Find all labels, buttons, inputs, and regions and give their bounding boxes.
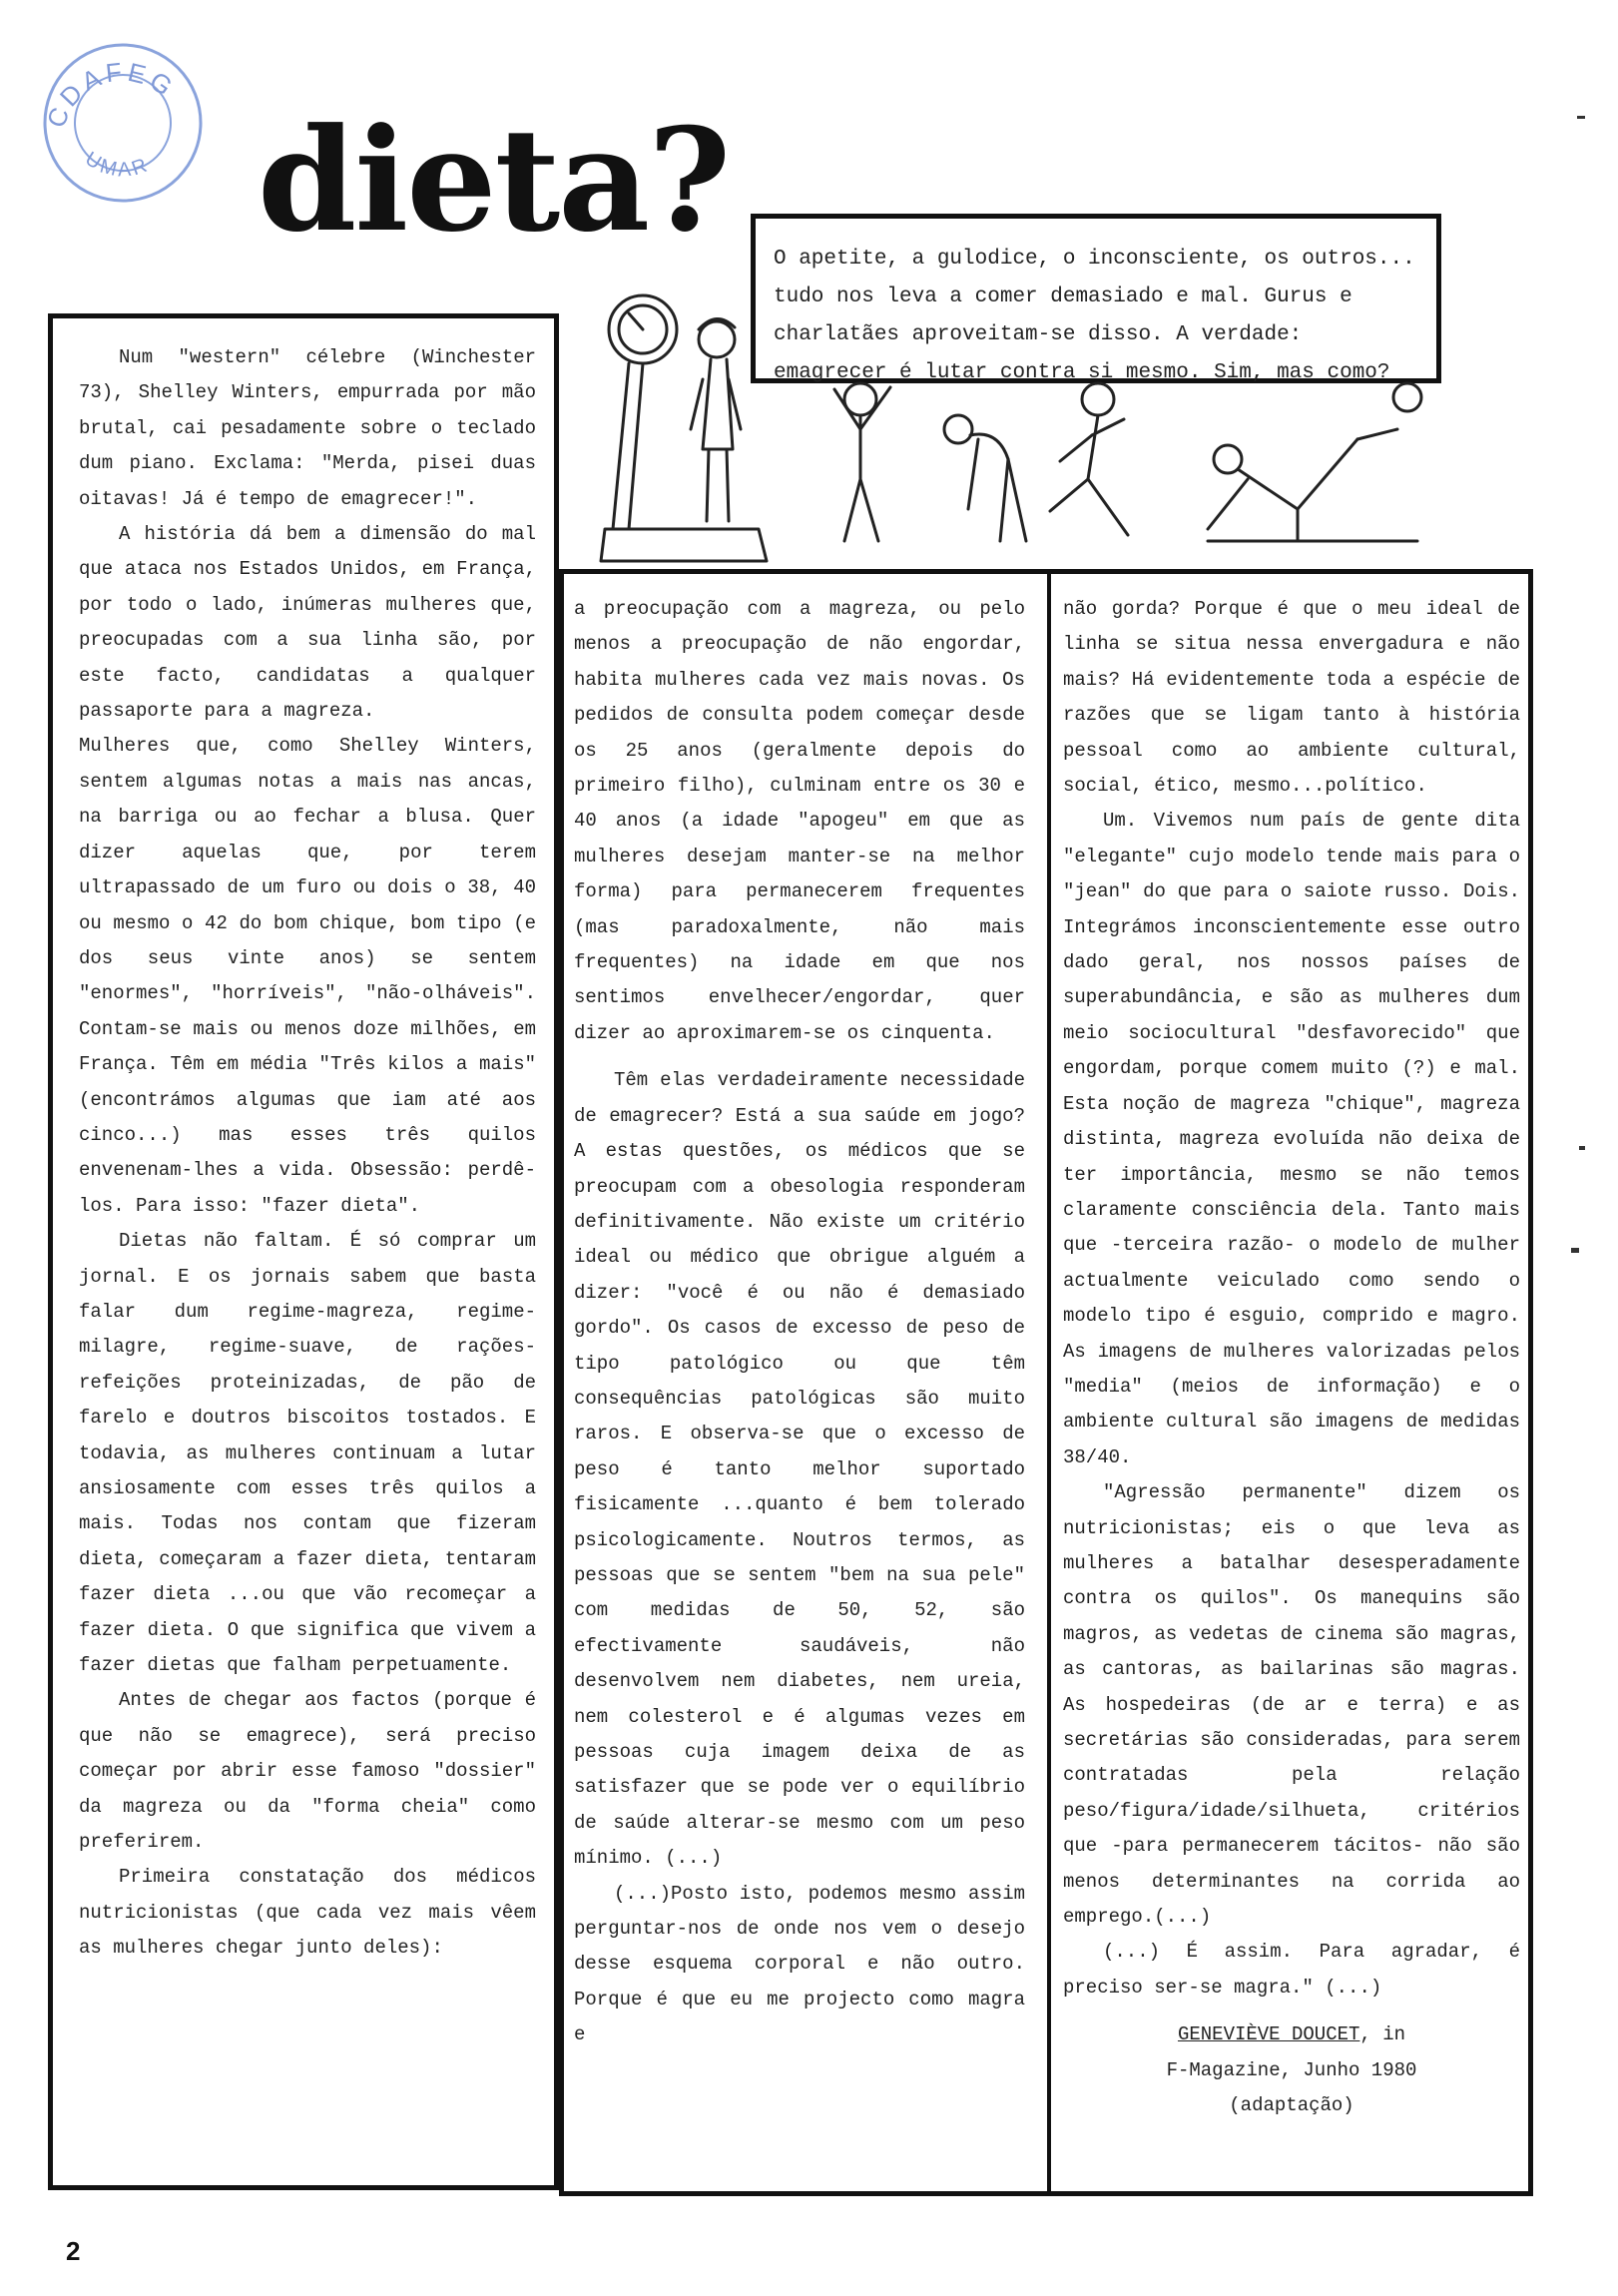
paragraph: (...) É assim. Para agradar, é preciso ser-se magra." (...) [1063,1941,1520,1999]
author-name: GENEVIÈVE DOUCET [1177,2023,1360,2046]
person-on-scale-icon [691,318,741,521]
bending-person-icon [944,415,1026,541]
paragraph: Um. Vivemos num país de gente dita "elegante" cujo modelo tende mais para o "jean" do que para o saiote russo. Dois. Integrámos inconscientemente esse outro dado geral, nos nossos países de superabundância, e são as mulheres dum meio sociocultural "desfavorecido" que engordam, porque comem muito (?) e mal. Esta noção de magreza "chique", magreza distinta, magreza evoluída não deixa de ter importância, mesmo se não temos claramente consciência dela. Tanto mais que -terceira razão- o modelo de mulher actualmente veiculado como sendo o modelo tipo é esguio, comprido e magro. As imagens de mulheres valorizadas pelos "media" (meios de informação) e o ambiente cultural são imagens de medidas 38/40. [1063,810,1520,1468]
margin-mark [1579,1146,1585,1150]
stamp-top-text: CDAFEG [40,56,182,132]
exercising-person-icon [1208,383,1421,541]
article-column-1 [79,340,536,1967]
paragraph: A história dá bem a dimensão do mal que ataca nos Estados Unidos, em França, por todo o lado, inúmeras mulheres que, preocupadas com a sua linha são, por este facto, candidatas a qualquer passaporte para a magreza. [79,523,536,723]
signature-note: (adaptação) [1229,2094,1354,2117]
column-divider [1047,574,1051,2191]
running-person-icon [1050,383,1128,535]
paragraph: Mulheres que, como Shelley Winters, sentem algumas notas a mais nas ancas, na barriga ou ao fechar a blusa. Quer dizer aquelas que, por terem ultrapassado de um furo ou dois o 38, 40 ou mesmo o 42 do bom chique, bom tipo (e dos seus vinte anos) se sentem "enormes", "horríveis", "não-olháveis". Contam-se mais ou menos doze milhões, em França. Têm em média "Três kilos a mais" (encontrámos algumas que iam até aos cinco...) mas esses três quilos envenenam-lhes a vida. Obsessão: perdê-los. Para isso: "fazer dieta". [79,735,536,1217]
article-column-2 [574,592,1025,2053]
signature-source: F-Magazine, Junho 1980 [1166,2058,1417,2081]
paragraph: Têm elas verdadeiramente necessidade de emagrecer? Está a sua saúde em jogo? A estas questões, os médicos que se preocupam com a obesologia responderam definitivamente. Não existe um critério ideal ou médico que obrigue alguém a dizer: "você é ou não é demasiado gordo". Os casos de excesso de peso de tipo patológico ou que têm consequências patológicas são muito raros. E observa-se que o excesso de peso é tanto melhor suportado fisicamente ...quanto é bem tolerado psicologicamente. Noutros termos, as pessoas que se sentem "bem na sua pele" com medidas de 50, 52, são efectivamente saudáveis, não desenvolvem nem diabetes, nem ureia, nem colesterol e é algumas vezes em pessoas cuja imagem deixa de as satisfazer que se pode ver o equilíbrio de saúde alterar-se mesmo com um peso mínimo. (...) [574,1069,1025,1870]
author-suffix: , in [1359,2023,1406,2046]
page-title: dieta? [258,98,730,264]
cdafeg-umar-stamp [40,40,206,206]
signature-author [1063,2017,1520,2052]
intro-text: O apetite, a gulodice, o inconsciente, os outros... tudo nos leva a comer demasiado e mal. Gurus e charlatães aproveitam-se disso. A verdade: emagrecer é lutar contra si mesmo. Sim, mas como? [774,248,1415,384]
paragraph: Antes de chegar aos factos (porque é que não se emagrece), será preciso começar por abrir esse famoso "dossier" da magreza ou da "forma cheia" como preferirem. [79,1689,536,1854]
paragraph: não gorda? Porque é que o meu ideal de linha se situa nessa envergadura e não mais? Há evidentemente toda a espécie de razões que se ligam tanto à história pessoal como ao ambiente cultural, social, ético, mesmo...político. [1063,598,1520,798]
paragraph: Num "western" célebre (Winchester 73), Shelley Winters, empurrada por mão brutal, cai pesadamente sobre o teclado dum piano. Exclama: "Merda, pisei duas oitavas! Já é tempo de emagrecer!". [79,346,536,510]
stamp-bottom-text: UMAR [81,148,153,182]
margin-mark [1577,116,1585,119]
dieting-cartoon-illustration [599,280,1537,579]
paragraph: a preocupação com a magreza, ou pelo menos a preocupação de não engordar, habita mulheres cada vez mais novas. Os pedidos de consulta podem começar desde os 25 anos (geralmente depois do primeiro filho), culminam entre os 30 e 40 anos (a idade "apogeu" em que as mulheres desejam manter-se na melhor forma) para permanecerem frequentes (mas paradoxalmente, não mais frequentes) na idade em que nos sentimos envelhecer/engordar, quer dizer ao aproximarem-se os cinquenta. [574,598,1025,1044]
cheering-person-icon [834,383,890,541]
article-column-3 [1063,592,1520,2123]
article-column-1-box [48,313,559,2190]
margin-mark [1571,1248,1579,1253]
paragraph: Primeira constatação dos médicos nutricionistas (que cada vez mais vêem as mulheres chegar junto deles): [79,1866,536,1960]
paragraph: "Agressão permanente" dizem os nutricionistas; eis o que leva as mulheres a batalhar desesperadamente contra os quilos". Os manequins são magros, as vedetas de cinema são magras, as cantoras, as bailarinas são magras. As hospedeiras (de ar e terra) e as secretárias são consideradas, para serem contratadas pela relação peso/figura/idade/silhueta, critérios que -para permanecerem tácitos- não são menos determinantes na corrida ao emprego.(...) [1063,1481,1520,1929]
page-number: 2 [66,2236,81,2266]
paragraph: Dietas não faltam. É só comprar um jornal. E os jornais sabem que basta falar dum regime-magreza, regime-milagre, regime-suave, de rações-refeições proteinizadas, de pão de farelo e doutros biscoitos tostados. E todavia, as mulheres continuam a lutar ansiosamente com esses três quilos a mais. Todas nos contam que fizeram dieta, começaram a fazer dieta, tentaram fazer dieta ...ou que vão recomeçar a fazer dieta. O que significa que vivem a fazer dietas que falham perpetuamente. [79,1230,536,1677]
paragraph: (...)Posto isto, podemos mesmo assim perguntar-nos de onde nos vem o desejo desse esquema corporal e não outro. Porque é que eu me projecto como magra e [574,1882,1025,2046]
article-columns-2-3-box [559,569,1533,2196]
